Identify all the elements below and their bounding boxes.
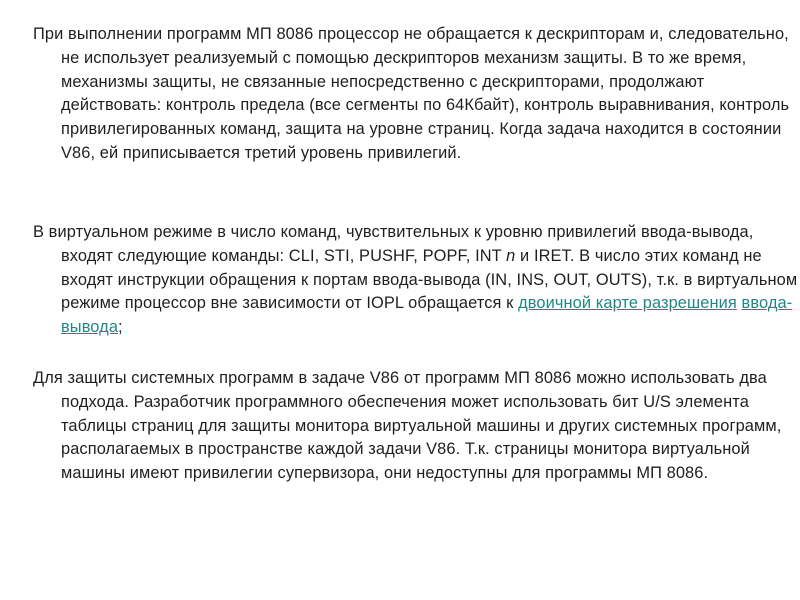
paragraph-text: Для защиты системных программ в задаче V86 от программ МП 8086 можно использовать два подхода. Разработчик программного обеспечения может использовать бит U/S элемента таблицы страниц для защиты монитора виртуальной машины и других системных программ, располагаемых в пространстве каждой задачи V86. Т.к. страницы монитора виртуальной машины имеют привилегии супервизора, они недоступны для программы МП 8086. xyxy=(33,369,782,483)
paragraph-iopl-commands xyxy=(33,221,800,340)
paragraph-text-before: В виртуальном режиме в число команд, чувствительных к уровню привилегий ввода-вывода, входят следующие команды: CLI, STI, PUSHF, POPF, INT xyxy=(33,223,754,265)
link-permission-bitmap[interactable]: двоичной карте разрешения xyxy=(518,294,737,313)
italic-n: n xyxy=(506,246,516,265)
paragraph-text: При выполнении программ МП 8086 процессор не обращается к дескрипторам и, следовательно, не использует реализуемый с помощью дескрипторов механизм защиты. В то же время, механизмы защиты, не связанные непосредственно с дескрипторами, продолжают действовать: контроль предела (все сегменты по 64Кбайт), контроль выравнивания, контроль привилегированных команд, защита на уровне страниц. Когда задача находится в состоянии V86, ей приписывается третий уровень привилегий. xyxy=(33,25,790,162)
paragraph-text-middle: и IRET. В число этих команд не входят инструкции обращения к портам ввода-вывода (IN, INS, OUT, OUTS), т.к. в виртуальном режиме процессор вне зависимости от IOPL обращается к xyxy=(61,246,798,313)
paragraph-system-protection xyxy=(33,367,800,486)
link-io[interactable]: ввода-вывода xyxy=(61,294,793,337)
paragraph-text-after: ; xyxy=(118,318,123,337)
paragraph-v86-protection xyxy=(33,23,800,166)
